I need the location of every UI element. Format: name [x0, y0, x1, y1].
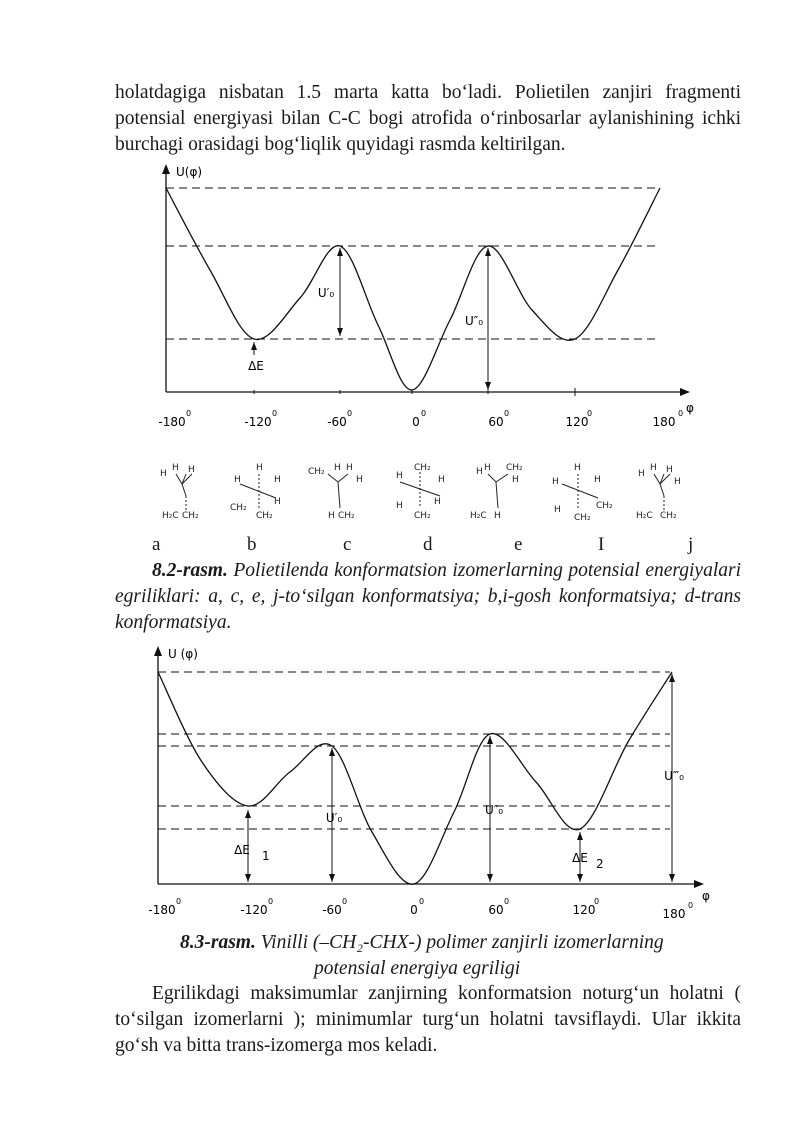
svg-text:H₂C: H₂C	[470, 511, 487, 521]
svg-text:H: H	[274, 497, 281, 507]
svg-text:H: H	[356, 475, 363, 485]
fig1-tick-label: 120	[565, 415, 589, 429]
conformer-i-structure	[548, 460, 618, 528]
fig1-tick-label: -180	[158, 415, 186, 429]
fig1-tick-label: 180	[652, 415, 676, 429]
svg-text:H: H	[476, 467, 483, 477]
fig2-tick-sup: 0	[268, 897, 274, 906]
figure-8-2-energy-curve	[140, 160, 710, 440]
svg-text:H: H	[256, 463, 263, 473]
conformer-label-e: e	[514, 534, 523, 555]
fig2-delta-e2-sub: 2	[596, 857, 604, 871]
fig1-tick-label: 60	[488, 415, 504, 429]
fig2-tick-sup: 0	[594, 897, 600, 906]
fig2-tick-sup: 0	[342, 897, 348, 906]
fig2-ylabel: U (φ)	[168, 647, 198, 661]
caption-text: Vinilli (–CH₂-CHX-) polimer zanjirli izomerlarning	[260, 932, 664, 953]
svg-text:H: H	[666, 465, 673, 475]
fig2-tick-label: 180	[662, 907, 686, 921]
fig1-tick-sup: 0	[186, 409, 192, 418]
fig1-tick-label: 0	[412, 415, 420, 429]
svg-text:H: H	[574, 463, 581, 473]
conformer-j-structure	[634, 460, 704, 528]
figure-8-2-caption	[115, 558, 741, 636]
fig2-tick-sup: 0	[688, 901, 694, 910]
conformer-label-c: c	[343, 534, 352, 555]
fig2-tick-label: 60	[488, 903, 504, 917]
conformer-c-structure	[306, 460, 376, 528]
fig2-delta-e1-label: ΔE	[234, 843, 250, 857]
fig2-xlabel: φ	[702, 889, 710, 903]
fig1-tick-sup: 0	[272, 409, 278, 418]
svg-text:H: H	[328, 511, 335, 521]
svg-text:CH₂: CH₂	[574, 513, 591, 523]
fig2-tick-label: -180	[148, 903, 176, 917]
fig1-tick-sup: 0	[678, 409, 684, 418]
svg-text:H: H	[494, 511, 501, 521]
svg-text:CH₂: CH₂	[506, 463, 523, 473]
svg-text:H: H	[160, 469, 167, 479]
svg-text:H: H	[188, 465, 195, 475]
fig1-xlabel: φ	[686, 401, 694, 415]
fig1-energy-curve	[166, 188, 660, 390]
svg-text:H: H	[172, 463, 179, 473]
fig2-tick-label: 120	[572, 903, 596, 917]
fig1-u0-dprime-label: U″₀	[464, 314, 484, 328]
conformer-label-a: a	[152, 534, 161, 555]
svg-text:CH₂: CH₂	[660, 511, 677, 521]
figure-8-3-caption-line2: potensial energiya egriligi	[314, 958, 521, 979]
svg-text:CH₂: CH₂	[182, 511, 199, 521]
fig2-tick-label: 0	[410, 903, 418, 917]
conformer-d-structure	[386, 460, 456, 528]
conformer-label-d: d	[423, 534, 433, 555]
fig2-u0-dprime-label: U″₀	[484, 803, 504, 817]
fig2-u0-tprime-label: U‴₀	[664, 769, 684, 783]
caption-text: Polietilenda konformatsion izomerlarning potensial energiyalari egriliklari: a, c, e, j-to‘silgan konformatsiya; b,i-gosh konformatsiya; d-trans konformatsiya.	[115, 560, 741, 633]
svg-text:CH₂: CH₂	[414, 463, 431, 473]
svg-text:H₂C: H₂C	[162, 511, 179, 521]
fig2-tick-sup: 0	[504, 897, 510, 906]
figure-8-3-energy-curve	[140, 642, 720, 924]
fig1-tick-sup: 0	[504, 409, 510, 418]
conformer-label-j: j	[688, 534, 694, 555]
fig2-tick-sup: 0	[419, 897, 425, 906]
svg-text:H: H	[274, 475, 281, 485]
svg-text:CH₂: CH₂	[256, 511, 273, 521]
svg-text:H: H	[554, 505, 561, 515]
caption-number: 8.3-rasm.	[180, 932, 256, 953]
svg-text:CH₂: CH₂	[230, 503, 247, 513]
paragraph-intro: holatdagiga nisbatan 1.5 marta katta bo‘ladi. Polietilen zanjiri fragmenti potensial energiyasi bilan C-C bogi atrofida o‘rinbosarlar aylanishining ichki burchagi orasidagi bog‘liqlik quyidagi rasmda keltirilgan.	[115, 82, 741, 155]
svg-text:H: H	[396, 501, 403, 511]
fig2-u0-prime-label: U′₀	[325, 811, 343, 825]
svg-text:H: H	[512, 475, 519, 485]
svg-text:H: H	[594, 475, 601, 485]
svg-text:CH₂: CH₂	[338, 511, 355, 521]
svg-text:CH₂: CH₂	[308, 467, 325, 477]
fig2-tick-label: -60	[322, 903, 342, 917]
fig2-delta-e1-sub: 1	[262, 849, 270, 863]
fig2-delta-e2-label: ΔE	[572, 851, 588, 865]
svg-text:H: H	[438, 475, 445, 485]
svg-text:H: H	[234, 475, 241, 485]
svg-text:CH₂: CH₂	[414, 511, 431, 521]
svg-text:H: H	[346, 463, 353, 473]
figure-8-3-caption-line1	[180, 930, 740, 955]
fig1-tick-sup: 0	[347, 409, 353, 418]
svg-text:H: H	[484, 463, 491, 473]
caption-number: 8.2-rasm.	[152, 560, 228, 581]
conformer-label-i: I	[598, 534, 605, 555]
fig1-tick-sup: 0	[421, 409, 427, 418]
fig1-u0-prime-label: U′₀	[317, 286, 335, 300]
fig1-tick-label: -120	[244, 415, 272, 429]
svg-text:H: H	[334, 463, 341, 473]
paragraph-conclusion: Egrilikdagi maksimumlar zanjirning konformatsion noturg‘un holatni ( to‘silgan izomerlarni ); minimumlar turg‘un holatni tavsiflaydi. Ular ikkita go‘sh va bitta trans-izomerga mos keladi.	[115, 983, 741, 1056]
svg-text:H: H	[650, 463, 657, 473]
fig1-delta-e-label: ΔE	[248, 359, 264, 373]
conformer-e-structure	[468, 460, 538, 528]
fig1-ylabel: U(φ)	[176, 165, 203, 179]
fig1-tick-label: -60	[327, 415, 347, 429]
svg-text:H: H	[638, 469, 645, 479]
conformer-b-structure	[226, 460, 296, 528]
conformer-label-b: b	[247, 534, 257, 555]
svg-text:H: H	[674, 477, 681, 487]
fig2-tick-label: -120	[240, 903, 268, 917]
svg-text:H: H	[552, 477, 559, 487]
conformer-a-structure	[158, 460, 228, 528]
svg-text:CH₂: CH₂	[596, 501, 613, 511]
svg-text:H: H	[396, 471, 403, 481]
fig2-tick-sup: 0	[176, 897, 182, 906]
fig1-tick-sup: 0	[587, 409, 593, 418]
svg-text:H: H	[434, 497, 441, 507]
svg-text:H₂C: H₂C	[636, 511, 653, 521]
